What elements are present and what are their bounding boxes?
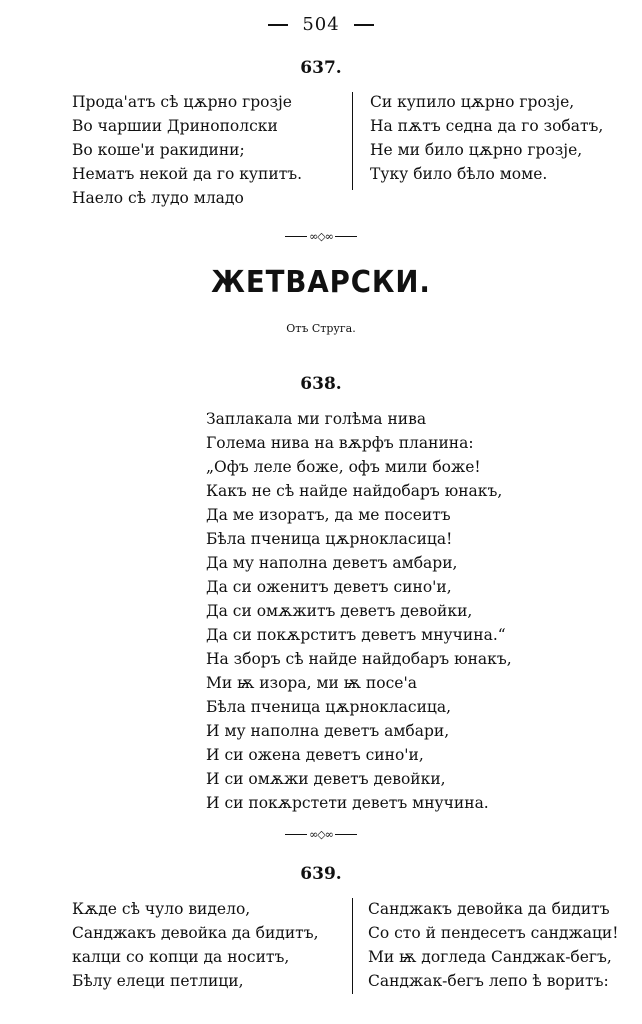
verse-line: Санджакъ девойка да бидитъ, — [72, 924, 319, 942]
page-number: 504 — [0, 14, 642, 35]
verse-line: Не ми било цѫрно грозје, — [370, 141, 583, 159]
verse-line: И му наполна деветъ амбари, — [206, 722, 450, 740]
verse-line: На пѫтъ седна да го зобатъ, — [370, 117, 604, 135]
ornament-divider: ∞◇∞ — [0, 824, 642, 843]
verse-line: Бѣла пченица цѫрноклaсица! — [206, 530, 453, 548]
verse-line: Да му наполна деветъ амбари, — [206, 554, 458, 572]
verse-line: Туку било бѣло моме. — [370, 165, 548, 183]
verse-line: Прода'атъ сѣ цѫрно грозје — [72, 93, 292, 111]
section-source: Отъ Струга. — [286, 322, 356, 335]
verse-line: Во чаршии Дринополски — [72, 117, 278, 135]
verse-line: Бѣлу елеци петлици, — [72, 972, 244, 990]
verse-line: Си купило цѫрно грозје, — [370, 93, 575, 111]
ornament-divider: ∞◇∞ — [0, 226, 642, 245]
dash-right — [354, 24, 374, 26]
verse-line: Санджак-бегъ лепо ѣ воритъ: — [368, 972, 609, 990]
verse-line: калци со копци да носитъ, — [72, 948, 290, 966]
section-title: ЖЕТВАРСКИ. — [211, 265, 431, 300]
verse-line: Заплакала ми голѣма нива — [206, 410, 427, 428]
verse-line: Нематъ некой да го купитъ. — [72, 165, 303, 183]
column-divider — [352, 898, 353, 994]
verse-line: На зборъ сѣ найде найдобаръ юнакъ, — [206, 650, 512, 668]
verse-line: Да си омѫжитъ деветъ девойки, — [206, 602, 473, 620]
poem-639-left-column — [72, 897, 319, 993]
poem-638-text — [206, 407, 512, 815]
verse-line: Ми ѭ догледа Санджак-бегъ, — [368, 948, 612, 966]
verse-line: Бѣла пченица цѫрноклaсица, — [206, 698, 452, 716]
verse-line: И си ожена деветъ сино'и, — [206, 746, 424, 764]
poem-637-right-column — [370, 90, 603, 186]
poem-637-left-column — [72, 90, 302, 210]
column-divider — [352, 92, 353, 190]
poem-number-639: 639. — [300, 864, 342, 884]
verse-line: И си покѫрстети деветъ мнучина. — [206, 794, 489, 812]
verse-line: И си омѫжи деветъ девойки, — [206, 770, 446, 788]
verse-line: Какъ не сѣ найде найдобаръ юнакъ, — [206, 482, 503, 500]
verse-line: „Офъ леле боже, офъ мили боже! — [206, 458, 481, 476]
verse-line: Ми ѭ изора, ми ѭ посе'а — [206, 674, 417, 692]
verse-line: Во коше'и ракидини; — [72, 141, 245, 159]
verse-line: Кѫде сѣ чуло видело, — [72, 900, 251, 918]
verse-line: Со сто й пендесетъ санджаци! — [368, 924, 619, 942]
verse-line: Да си оженитъ деветъ сино'и, — [206, 578, 452, 596]
verse-line: Санджакъ девойка да бидитъ — [368, 900, 610, 918]
poem-number-637: 637. — [300, 58, 342, 78]
verse-line: Да ме изоратъ, да ме посеитъ — [206, 506, 451, 524]
poem-639-right-column — [368, 897, 618, 993]
verse-line: Да си покѫрститъ деветъ мнучина.“ — [206, 626, 506, 644]
verse-line: Наело сѣ лудо младо — [72, 189, 244, 207]
dash-left — [268, 24, 288, 26]
poem-number-638: 638. — [300, 374, 342, 394]
verse-line: Голема нива на вѫрфъ планина: — [206, 434, 474, 452]
